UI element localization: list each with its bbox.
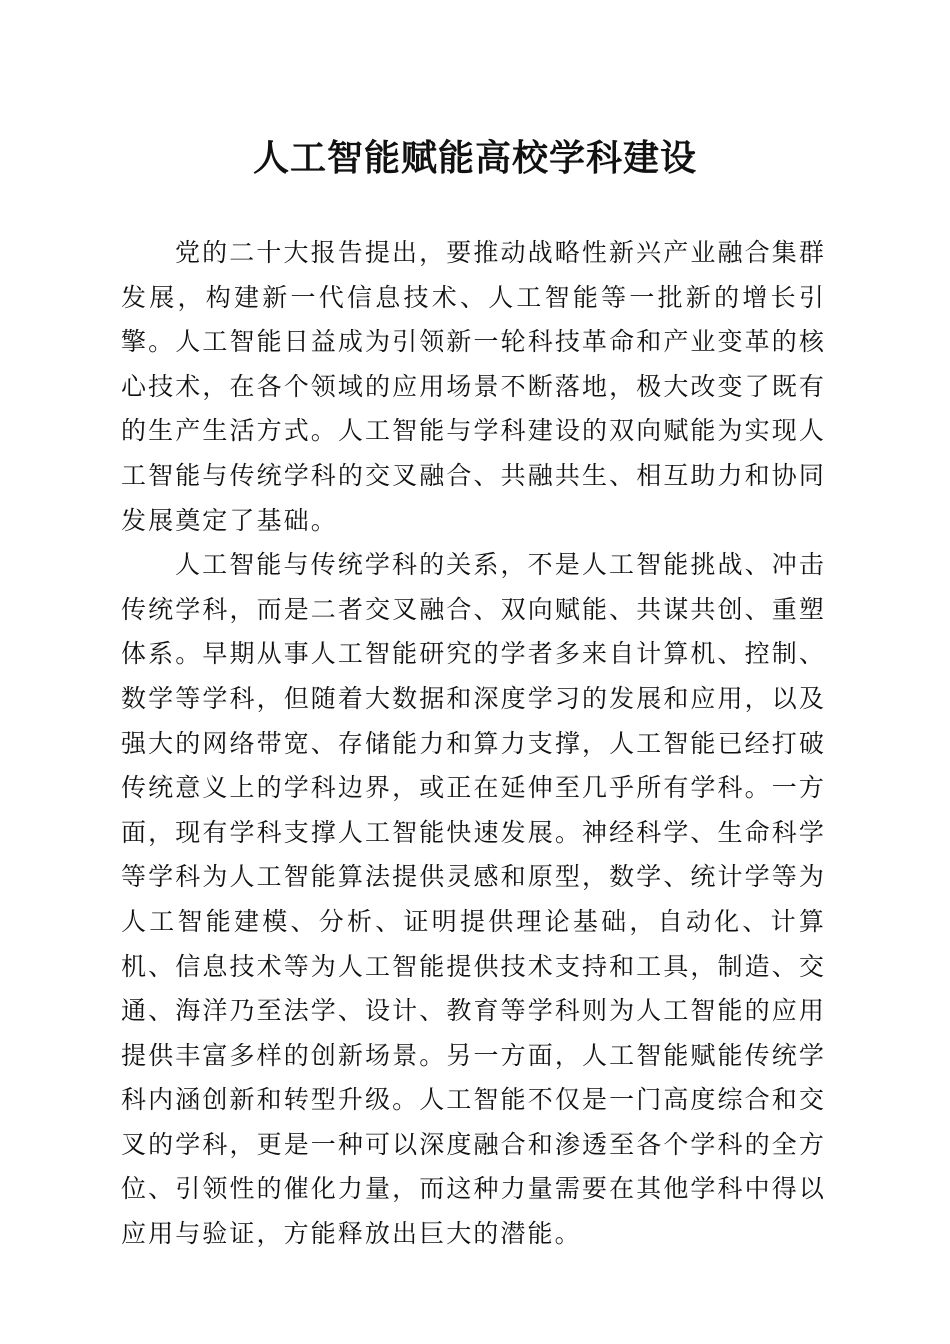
paragraph-2: 人工智能与传统学科的关系，不是人工智能挑战、冲击传统学科，而是二者交叉融合、双向赋能、共谋共创、重塑体系。早期从事人工智能研究的学者多来自计算机、控制、数学等学科，但随着大数据和深度学习的发展和应用，以及强大的网络带宽、存储能力和算力支撑，人工智能已经打破传统意义上的学科边界，或正在延伸至几乎所有学科。一方面，现有学科支撑人工智能快速发展。神经科学、生命科学等学科为人工智能算法提供灵感和原型，数学、统计学等为人工智能建模、分析、证明提供理论基础，自动化、计算机、信息技术等为人工智能提供技术支持和工具，制造、交通、海洋乃至法学、设计、教育等学科则为人工智能的应用提供丰富多样的创新场景。另一方面，人工智能赋能传统学科内涵创新和转型升级。人工智能不仅是一门高度综合和交叉的学科，更是一种可以深度融合和渗透至各个学科的全方位、引领性的催化力量，而这种力量需要在其他学科中得以应用与验证，方能释放出巨大的潜能。: [121, 550, 826, 1249]
page-title: 人工智能赋能高校学科建设: [252, 137, 697, 179]
article-body: [121, 231, 826, 1257]
paragraph-1: 党的二十大报告提出，要推动战略性新兴产业融合集群发展，构建新一代信息技术、人工智能等一批新的增长引擎。人工智能日益成为引领新一轮科技革命和产业变革的核心技术，在各个领域的应用场景不断落地，极大改变了既有的生产生活方式。人工智能与学科建设的双向赋能为实现人工智能与传统学科的交叉融合、共融共生、相互助力和协同发展奠定了基础。: [121, 238, 826, 535]
